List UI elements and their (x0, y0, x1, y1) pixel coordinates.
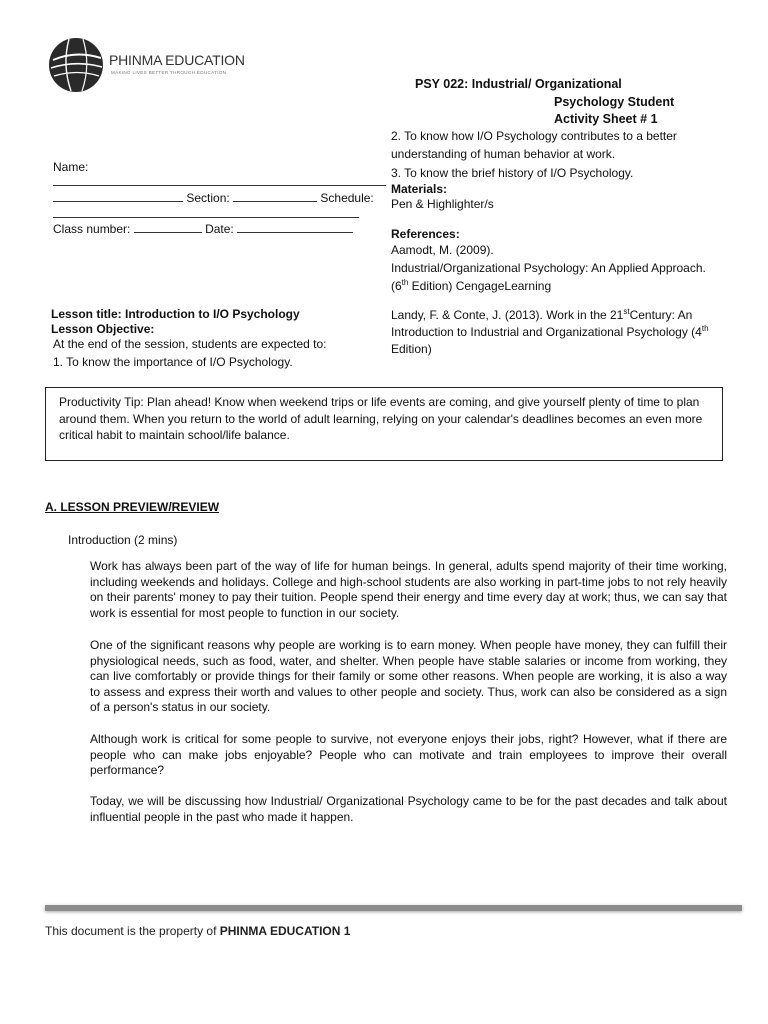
reference-2 (391, 307, 726, 358)
logo-name: PHINMA EDUCATION (109, 52, 245, 68)
course-title-line3: Activity Sheet # 1 (554, 112, 658, 126)
phinma-logo (47, 36, 247, 96)
date-label: Date: (205, 222, 234, 236)
section-field-prefix[interactable] (53, 189, 183, 202)
ref1-edition-sup: th (401, 278, 409, 287)
ref2-pre: Landy, F. & Conte, J. (2013). Work in the 21 (391, 308, 624, 322)
name-field[interactable] (53, 185, 386, 186)
section-a-heading: A. LESSON PREVIEW/REVIEW (45, 500, 220, 514)
paragraph-2: One of the significant reasons why people are working is to earn money. When people have money, they can fulfill their physiological needs, such as food, water, and shelter. When people have stable salaries or income from working, they can live comfortably or provide things for their family or some other reasons. When people are working, it is also a way to assess and express their worth and values to other people and society. Thus, work can also be considered as a sign of a person's status in our society. (90, 638, 727, 714)
paragraph-4: Today, we will be discussing how Industrial/ Organizational Psychology came to be for the past decades and talk about influential people in the past who made it happen. (90, 794, 727, 824)
ref2-mid: Century: An Introduction to Industrial and Organizational Psychology (4 (391, 308, 702, 339)
productivity-tip-text: Productivity Tip: Plan ahead! Know when weekend trips or life events are coming, and give yourself plenty of time to plan around them. When you return to the world of adult learning, relying on your calendar's deadlines becomes an even more critical habit to maintain school/life balance. (59, 395, 703, 442)
ref1-edition-pre: (6 (391, 279, 402, 293)
paragraph-3: Although work is critical for some people to survive, not everyone enjoys their jobs, right? However, what if there are people who can make jobs enjoyable? People who can motivate and train employees to improve their overall performance? (90, 732, 727, 777)
schedule-field[interactable] (53, 217, 359, 218)
objective-item-1: 1. To know the importance of I/O Psychology. (53, 355, 293, 369)
name-label: Name: (53, 160, 89, 174)
class-date-row (53, 220, 353, 238)
footer-divider (45, 905, 742, 911)
footer-page-number: 1 (343, 924, 351, 938)
lesson-objective-heading: Lesson Objective: (51, 322, 155, 336)
productivity-tip-box (45, 387, 723, 461)
paragraph-1: Work has always been part of the way of life for human beings. In general, adults spend majority of their time working, including weekends and holidays. College and high-school students are also working in part-time jobs to not rely heavily on their parents' money to pay their tuition. People spend their energy and time every day at work; thus, we can say that work is essential for most people to function in our society. (90, 559, 727, 620)
lesson-title: Lesson title: Introduction to I/O Psychology (51, 307, 300, 321)
ref2-sup: st (623, 307, 630, 316)
section-field[interactable] (233, 189, 317, 202)
lesson-objective-intro: At the end of the session, students are expected to: (53, 337, 327, 351)
ref2-post: Edition) (391, 342, 432, 356)
references-heading: References: (391, 227, 460, 241)
materials-heading: Materials: (391, 182, 448, 196)
reference-1-edition (391, 277, 551, 295)
section-schedule-row (53, 189, 374, 207)
ref1-edition-post: Edition) CengageLearning (408, 279, 552, 293)
footer-owner: PHINMA EDUCATION (219, 924, 341, 938)
section-label: Section: (186, 191, 230, 205)
reference-1-author: Aamodt, M. (2009). (391, 243, 494, 257)
globe-logo-icon (47, 36, 105, 94)
reference-1-title: Industrial/Organizational Psychology: An Applied Approach. (391, 261, 706, 275)
class-number-field[interactable] (134, 220, 202, 233)
objective-item-2: 2. To know how I/O Psychology contributes to a better understanding of human behavior at work. (391, 129, 677, 161)
logo-tagline: MAKING LIVES BETTER THROUGH EDUCATION (111, 70, 227, 75)
date-field[interactable] (237, 220, 353, 233)
ref2-sup2: th (701, 324, 709, 333)
introduction-label: Introduction (2 mins) (68, 533, 178, 547)
class-number-label: Class number: (53, 222, 131, 236)
objective-item-3: 3. To know the brief history of I/O Psychology. (391, 166, 634, 180)
course-title-line2: Psychology Student (554, 95, 675, 109)
footer-prefix: This document is the property of (45, 924, 220, 938)
footer-text (45, 924, 350, 938)
course-title-line1: PSY 022: Industrial/ Organizational (415, 77, 622, 91)
materials-text: Pen & Highlighter/s (391, 197, 494, 211)
schedule-label: Schedule: (320, 191, 374, 205)
